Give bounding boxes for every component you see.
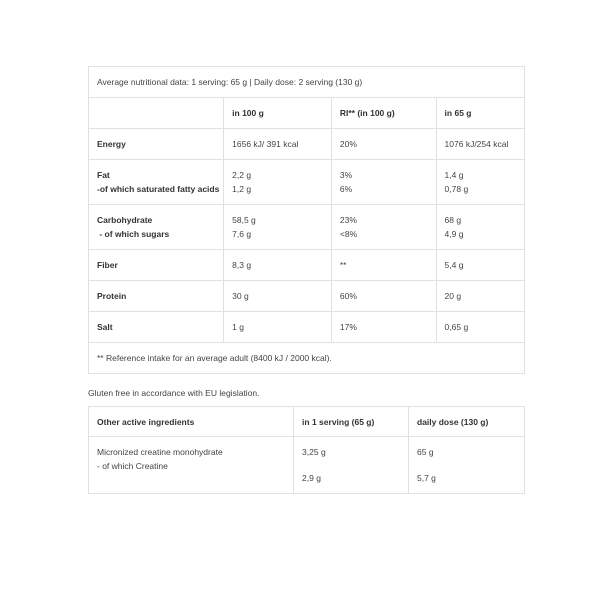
cell-per-65g: 20 g — [436, 281, 524, 312]
table-row — [89, 129, 525, 160]
cell-per-65g: 0,65 g — [436, 312, 524, 343]
row-label: Fiber — [89, 250, 224, 281]
row-label: Carbohydrate - of which sugars — [89, 205, 224, 250]
header-per-serving: in 1 serving (65 g) — [294, 407, 409, 437]
header-per-65g: in 65 g — [436, 98, 524, 129]
cell-per-65g: 68 g 4,9 g — [436, 205, 524, 250]
table-row — [89, 437, 525, 494]
cell-per-100g: 1 g — [224, 312, 332, 343]
table-row — [89, 281, 525, 312]
cell-ri: 60% — [331, 281, 436, 312]
cell-per-65g: 5,4 g — [436, 250, 524, 281]
cell-per-serving: 3,25 g 2,9 g — [294, 437, 409, 494]
header-daily-dose: daily dose (130 g) — [409, 407, 525, 437]
cell-ri: 23% <8% — [331, 205, 436, 250]
gluten-note: Gluten free in accordance with EU legislation. — [88, 388, 260, 398]
cell-per-100g: 30 g — [224, 281, 332, 312]
cell-ri: 3% 6% — [331, 160, 436, 205]
table-row — [89, 160, 525, 205]
active-ingredients-table — [88, 406, 525, 494]
cell-ri: 20% — [331, 129, 436, 160]
header-empty — [89, 98, 224, 129]
table-header-row — [89, 407, 525, 437]
table-row — [89, 250, 525, 281]
nutrition-caption: Average nutritional data: 1 serving: 65 g | Daily dose: 2 serving (130 g) — [89, 67, 525, 98]
header-per-100g: in 100 g — [224, 98, 332, 129]
ingredient-name: Micronized creatine monohydrate - of which Creatine — [89, 437, 294, 494]
cell-per-100g: 2,2 g 1,2 g — [224, 160, 332, 205]
table-row — [89, 205, 525, 250]
table-header-row — [89, 98, 525, 129]
nutrition-footnote: ** Reference intake for an average adult (8400 kJ / 2000 kcal). — [89, 343, 525, 374]
cell-ri: ** — [331, 250, 436, 281]
cell-ri: 17% — [331, 312, 436, 343]
cell-per-65g: 1076 kJ/254 kcal — [436, 129, 524, 160]
row-label: Fat -of which saturated fatty acids — [89, 160, 224, 205]
cell-per-100g: 58,5 g 7,6 g — [224, 205, 332, 250]
header-ingredient: Other active ingredients — [89, 407, 294, 437]
nutrition-table — [88, 66, 525, 374]
header-ri: RI** (in 100 g) — [331, 98, 436, 129]
cell-per-100g: 8,3 g — [224, 250, 332, 281]
cell-per-100g: 1656 kJ/ 391 kcal — [224, 129, 332, 160]
row-label: Energy — [89, 129, 224, 160]
row-label: Protein — [89, 281, 224, 312]
cell-daily-dose: 65 g 5,7 g — [409, 437, 525, 494]
cell-per-65g: 1,4 g 0,78 g — [436, 160, 524, 205]
table-row — [89, 312, 525, 343]
row-label: Salt — [89, 312, 224, 343]
